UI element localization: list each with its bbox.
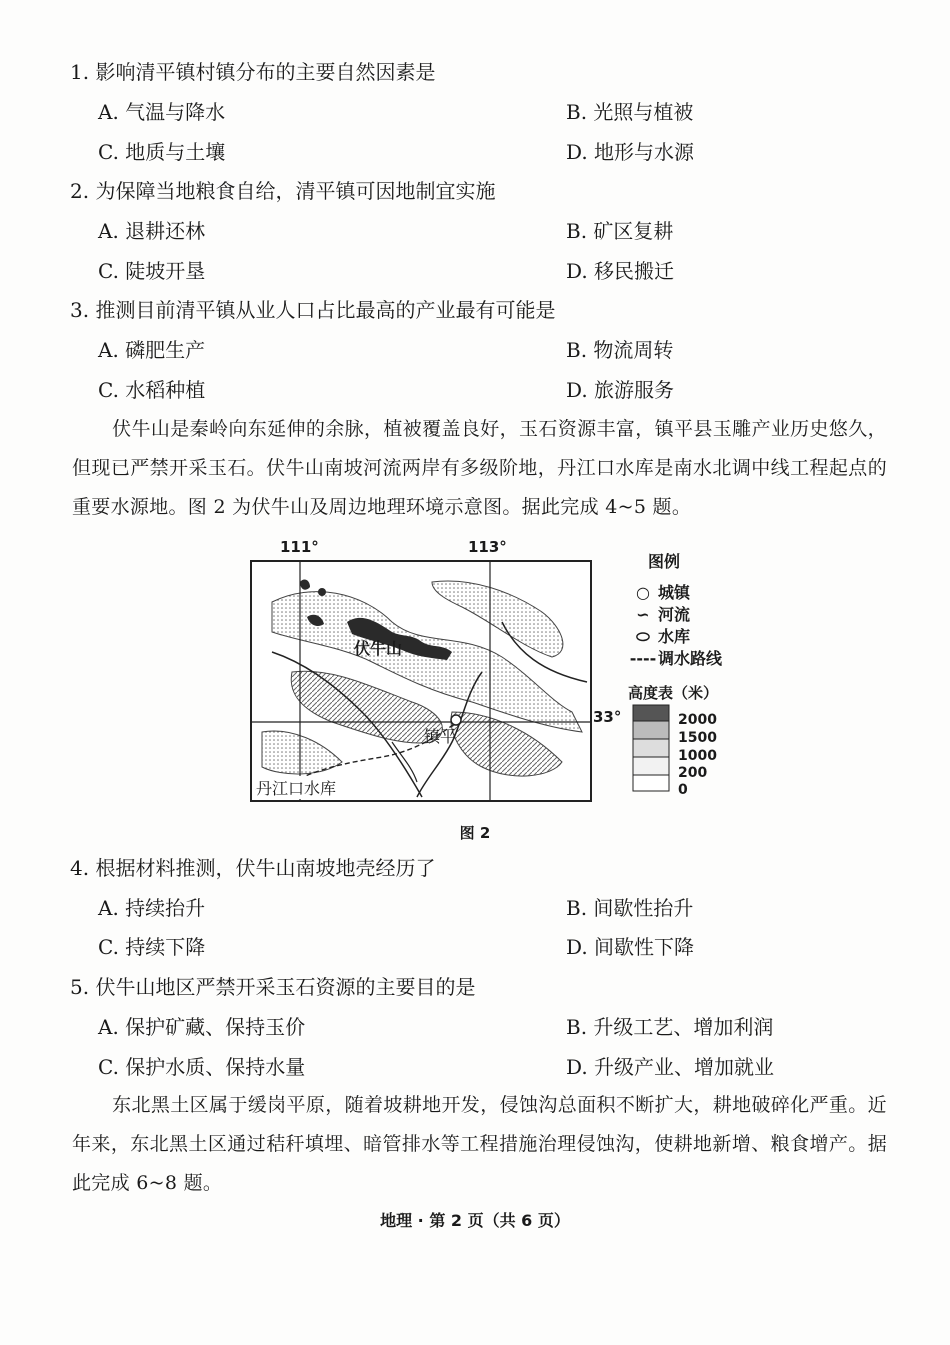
height-1500: 1500	[678, 730, 717, 746]
q2-option-c: C. 陡坡开垦	[98, 259, 206, 283]
longitude-label-113: 113°	[468, 538, 507, 556]
q1-option-b: B. 光照与植被	[566, 100, 694, 124]
q5-option-c: C. 保护水质、保持水量	[98, 1055, 306, 1079]
legend-river-label: 河流	[658, 605, 691, 624]
passage-blacksoil	[72, 1086, 887, 1203]
q4-option-b: B. 间歇性抬升	[566, 896, 694, 920]
q2-option-d: D. 移民搬迁	[566, 259, 675, 283]
legend-river	[628, 602, 690, 625]
passage-blacksoil-text: 东北黑土区属于缓岗平原，随着坡耕地开发，侵蚀沟总面积不断扩大，耕地破碎化严重。近年来，东北黑土区通过秸秆填埋、暗管排水等工程措施治理侵蚀沟，使耕地新增、粮食增产。据此完成 6~8 题。	[72, 1094, 887, 1194]
q5-option-a: A. 保护矿藏、保持玉价	[98, 1015, 306, 1039]
question-4-stem: 4. 根据材料推测，伏牛山南坡地壳经历了	[70, 856, 436, 880]
q3-option-d: D. 旅游服务	[566, 378, 675, 402]
q3-option-b: B. 物流周转	[566, 338, 674, 362]
reservoir-label: 丹江口水库	[256, 776, 336, 799]
town-icon: ○	[636, 583, 650, 602]
question-3-stem: 3. 推测目前清平镇从业人口占比最高的产业最有可能是	[70, 298, 556, 322]
question-2-stem: 2. 为保障当地粮食自给，清平镇可因地制宜实施	[70, 179, 496, 203]
mountain-label: 伏牛山	[354, 639, 403, 658]
height-scale-bar	[632, 704, 672, 794]
legend-route	[628, 646, 722, 669]
reservoir-icon: ⬭	[636, 627, 650, 646]
page-footer: 地理 · 第 2 页（共 6 页）	[380, 1211, 570, 1230]
q1-option-d: D. 地形与水源	[566, 140, 695, 164]
q4-option-c: C. 持续下降	[98, 935, 206, 959]
legend-route-label: 调水路线	[658, 649, 723, 668]
q1-option-c: C. 地质与土壤	[98, 140, 226, 164]
figure-caption: 图 2	[459, 824, 491, 842]
q5-option-b: B. 升级工艺、增加利润	[566, 1015, 774, 1039]
q3-option-a: A. 磷肥生产	[98, 338, 206, 362]
legend-reservoir-label: 水库	[658, 627, 691, 646]
passage-funiu	[72, 410, 887, 527]
passage-funiu-text: 伏牛山是秦岭向东延伸的余脉，植被覆盖良好，玉石资源丰富，镇平县玉雕产业历史悠久，但现已严禁开采玉石。伏牛山南坡河流两岸有多级阶地，丹江口水库是南水北调中线工程起点的重要水源地。图 2 为伏牛山及周边地理环境示意图。据此完成 4~5 题。	[72, 418, 887, 518]
legend-town-label: 城镇	[658, 583, 691, 602]
height-1000: 1000	[678, 748, 717, 764]
q4-option-a: A. 持续抬升	[98, 896, 206, 920]
height-scale-title: 高度表（米）	[628, 684, 719, 702]
dashed-route-icon: ----	[629, 649, 657, 668]
height-2000: 2000	[678, 712, 717, 728]
height-0: 0	[678, 782, 688, 798]
q2-option-b: B. 矿区复耕	[566, 219, 674, 243]
longitude-label-111: 111°	[280, 538, 319, 556]
q4-option-d: D. 间歇性下降	[566, 935, 695, 959]
q3-option-c: C. 水稻种植	[98, 378, 206, 402]
q5-option-d: D. 升级产业、增加就业	[566, 1055, 775, 1079]
funiu-map	[250, 560, 592, 802]
river-icon: ∽	[636, 605, 650, 624]
latitude-label-33: 33°	[593, 708, 622, 726]
town-label: 镇平	[424, 727, 457, 746]
q2-option-a: A. 退耕还林	[98, 219, 206, 243]
question-1-stem: 1. 影响清平镇村镇分布的主要自然因素是	[70, 60, 436, 84]
legend-reservoir	[628, 624, 690, 647]
q1-option-a: A. 气温与降水	[98, 100, 226, 124]
legend-town	[628, 580, 690, 603]
height-200: 200	[678, 765, 708, 781]
question-5-stem: 5. 伏牛山地区严禁开采玉石资源的主要目的是	[70, 975, 476, 999]
map-terrain	[252, 562, 590, 800]
legend-title: 图例	[648, 552, 681, 571]
